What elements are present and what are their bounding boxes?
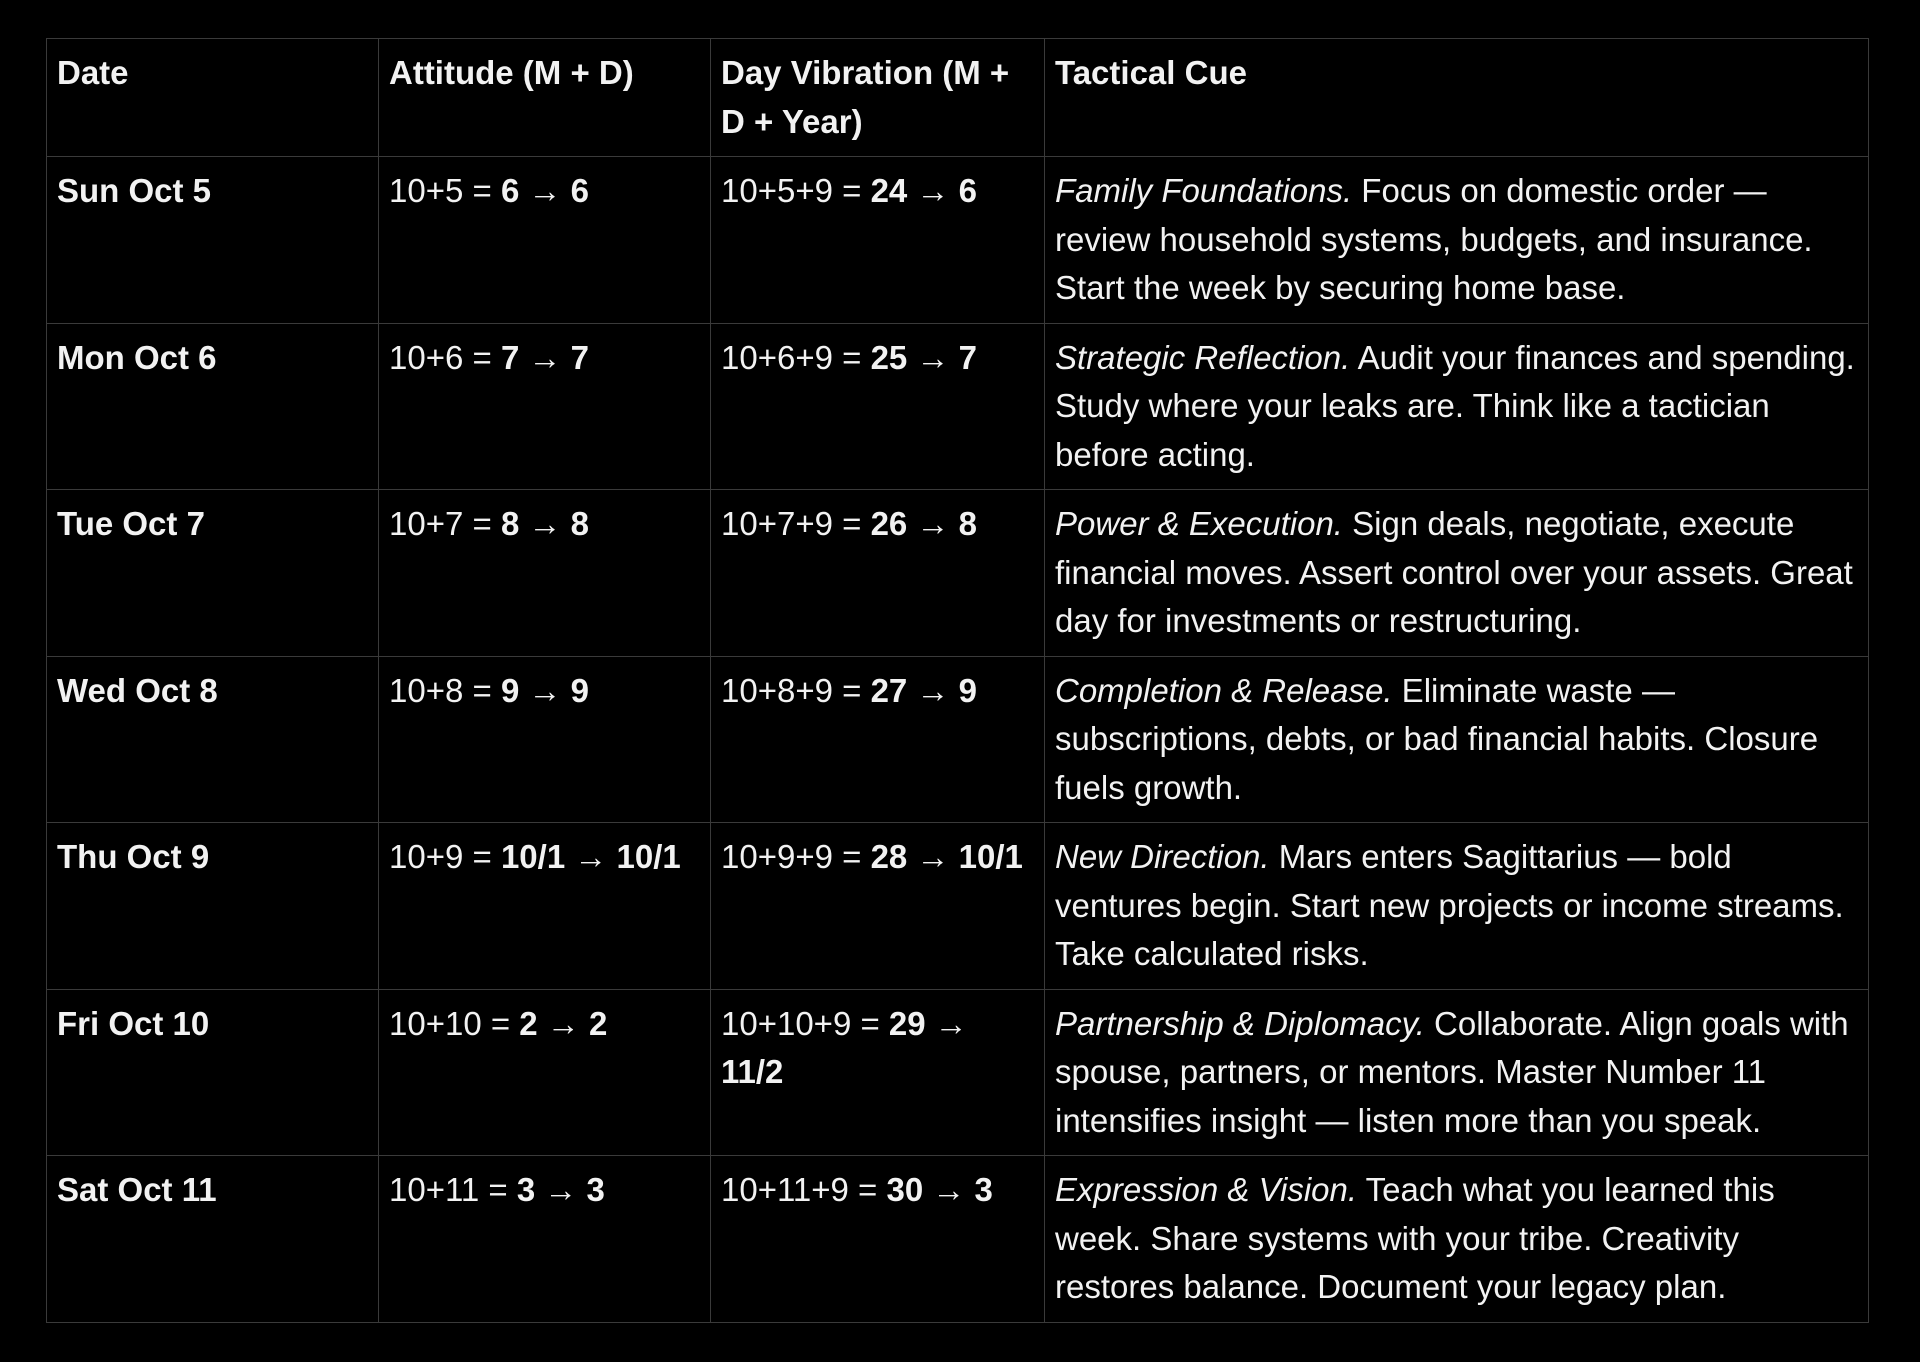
attitude-cell <box>379 1156 711 1323</box>
vibration-calc: 10+7+9 = <box>721 505 871 542</box>
cue-title: New Direction. <box>1055 838 1270 875</box>
vibration-result: 29 → 11/2 <box>721 1004 968 1090</box>
attitude-result: 2 → 2 <box>519 1004 608 1042</box>
vibration-result: 26 → 8 <box>870 505 977 542</box>
vibration-calc: 10+5+9 = <box>721 172 871 209</box>
attitude-cell <box>379 823 711 990</box>
vibration-calc: 10+8+9 = <box>721 671 871 709</box>
header-attitude: Attitude (M + D) <box>379 39 711 157</box>
date-cell: Sat Oct 11 <box>47 1156 379 1323</box>
vibration-calc: 10+10+9 = <box>721 1004 889 1042</box>
date-cell: Mon Oct 6 <box>47 323 379 490</box>
vibration-result: 30 → 3 <box>886 1171 993 1208</box>
vibration-result: 25 → 7 <box>870 338 977 376</box>
tactical-cue-cell <box>1045 989 1869 1156</box>
cue-title: Expression & Vision. <box>1055 1171 1358 1208</box>
table-row <box>47 989 1869 1156</box>
vibration-result: 24 → 6 <box>870 172 977 209</box>
tactical-cue-cell <box>1045 1156 1869 1323</box>
attitude-calc: 10+6 = <box>389 338 501 376</box>
attitude-calc: 10+11 = <box>389 1171 517 1208</box>
attitude-calc: 10+9 = <box>389 838 501 875</box>
date-cell: Thu Oct 9 <box>47 823 379 990</box>
tactical-cue-cell <box>1045 823 1869 990</box>
vibration-cell <box>711 1156 1045 1323</box>
attitude-cell <box>379 157 711 324</box>
vibration-cell <box>711 656 1045 823</box>
cue-title: Family Foundations. <box>1055 172 1353 209</box>
tactical-cue-cell <box>1045 656 1869 823</box>
table-row <box>47 1156 1869 1323</box>
table-row <box>47 656 1869 823</box>
attitude-cell <box>379 989 711 1156</box>
vibration-result: 27 → 9 <box>870 671 977 709</box>
date-cell: Fri Oct 10 <box>47 989 379 1156</box>
attitude-calc: 10+8 = <box>389 671 501 709</box>
cue-text: Focus on domestic order — review household systems, budgets, and insurance. Start the week by securing home base. <box>1055 172 1813 306</box>
attitude-calc: 10+5 = <box>389 172 501 209</box>
schedule-table-container <box>46 38 1868 1323</box>
vibration-cell <box>711 989 1045 1156</box>
cue-text: Mars enters Sagittarius — bold ventures begin. Start new projects or income streams. Take calculated risks. <box>1055 838 1844 972</box>
tactical-cue-cell <box>1045 323 1869 490</box>
attitude-result: 8 → 8 <box>500 505 589 542</box>
vibration-cell <box>711 823 1045 990</box>
table-row <box>47 823 1869 990</box>
cue-title: Strategic Reflection. <box>1055 338 1351 376</box>
attitude-result: 10/1 → 10/1 <box>500 838 681 875</box>
date-cell: Wed Oct 8 <box>47 656 379 823</box>
vibration-calc: 10+11+9 = <box>721 1171 887 1208</box>
header-date: Date <box>47 39 379 157</box>
attitude-cell <box>379 656 711 823</box>
cue-text: Audit your finances and spending. Study where your leaks are. Think like a tactician before acting. <box>1055 338 1855 473</box>
attitude-result: 7 → 7 <box>500 338 589 376</box>
vibration-calc: 10+6+9 = <box>721 338 871 376</box>
vibration-cell <box>711 323 1045 490</box>
attitude-result: 9 → 9 <box>500 671 589 709</box>
cue-text: Teach what you learned this week. Share systems with your tribe. Creativity restores balance. Document your legacy plan. <box>1055 1171 1775 1305</box>
attitude-result: 6 → 6 <box>500 172 589 209</box>
cue-text: Eliminate waste — subscriptions, debts, or bad financial habits. Closure fuels growth. <box>1055 671 1819 806</box>
header-row <box>47 39 1869 157</box>
header-tactical-cue: Tactical Cue <box>1045 39 1869 157</box>
vibration-cell <box>711 157 1045 324</box>
vibration-cell <box>711 490 1045 657</box>
header-day-vibration: Day Vibration (M + D + Year) <box>711 39 1045 157</box>
tactical-cue-cell <box>1045 490 1869 657</box>
date-cell: Sun Oct 5 <box>47 157 379 324</box>
attitude-cell <box>379 490 711 657</box>
cue-title: Completion & Release. <box>1055 671 1393 709</box>
table-row <box>47 157 1869 324</box>
vibration-calc: 10+9+9 = <box>721 838 871 875</box>
cue-title: Power & Execution. <box>1055 505 1343 542</box>
attitude-result: 3 → 3 <box>516 1171 605 1208</box>
cue-text: Collaborate. Align goals with spouse, partners, or mentors. Master Number 11 intensifies insight — listen more than you speak. <box>1055 1004 1849 1139</box>
cue-text: Sign deals, negotiate, execute financial moves. Assert control over your assets. Great day for investments or restructuring. <box>1055 505 1853 639</box>
table-row <box>47 323 1869 490</box>
attitude-cell <box>379 323 711 490</box>
vibration-result: 28 → 10/1 <box>870 838 1023 875</box>
schedule-table <box>46 38 1869 1323</box>
tactical-cue-cell <box>1045 157 1869 324</box>
attitude-calc: 10+7 = <box>389 505 501 542</box>
attitude-calc: 10+10 = <box>389 1004 520 1042</box>
date-cell: Tue Oct 7 <box>47 490 379 657</box>
cue-title: Partnership & Diplomacy. <box>1055 1004 1425 1042</box>
table-row <box>47 490 1869 657</box>
